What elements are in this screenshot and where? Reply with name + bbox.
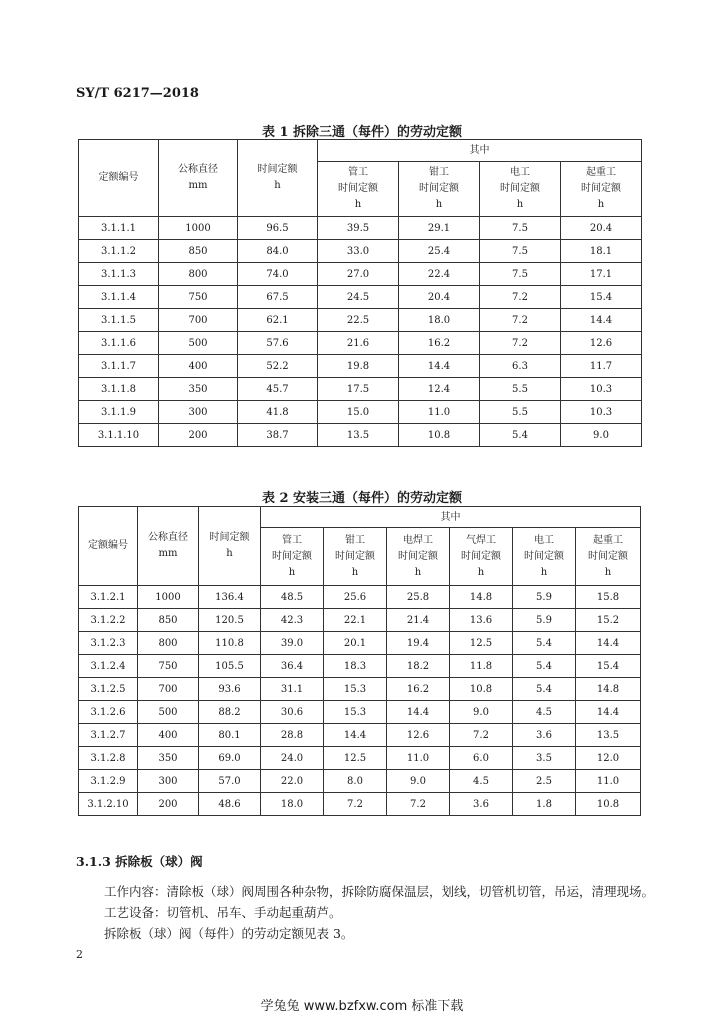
table-cell: 18.3 [324, 655, 387, 678]
table-cell: 400 [138, 724, 199, 747]
table-cell: 7.2 [324, 793, 387, 816]
row-code-cell: 3.1.1.5 [79, 309, 159, 332]
table-cell: 19.8 [318, 355, 399, 378]
table-cell: 45.7 [238, 378, 318, 401]
table-row [79, 401, 642, 424]
table-cell: 18.1 [561, 240, 642, 263]
table-cell: 14.4 [324, 724, 387, 747]
page-number: 2 [76, 948, 83, 961]
table-cell: 10.3 [561, 401, 642, 424]
table-cell: 29.1 [399, 217, 480, 240]
table-cell: 1.8 [513, 793, 576, 816]
table-cell: 5.4 [513, 678, 576, 701]
table-cell: 7.2 [480, 332, 561, 355]
table-cell: 9.0 [450, 701, 513, 724]
table-cell: 10.8 [450, 678, 513, 701]
table-cell: 4.5 [450, 770, 513, 793]
row-code-cell: 3.1.2.2 [79, 609, 138, 632]
table-cell: 57.6 [238, 332, 318, 355]
table-cell: 12.5 [324, 747, 387, 770]
table-cell: 400 [159, 355, 238, 378]
table-cell: 700 [159, 309, 238, 332]
table-cell: 16.2 [399, 332, 480, 355]
table-cell: 84.0 [238, 240, 318, 263]
table-cell: 17.1 [561, 263, 642, 286]
table-cell: 6.3 [480, 355, 561, 378]
table-cell: 16.2 [387, 678, 450, 701]
subheader: 钳工 时间定额 h [399, 162, 480, 217]
table-cell: 28.8 [261, 724, 324, 747]
table1-caption: 表 1 拆除三通（每件）的劳动定额 [261, 125, 463, 140]
table-row [79, 747, 641, 770]
table-cell: 14.4 [561, 309, 642, 332]
row-code-cell: 3.1.1.3 [79, 263, 159, 286]
table-cell: 7.2 [450, 724, 513, 747]
table-row [79, 655, 641, 678]
table-cell: 5.4 [513, 655, 576, 678]
table-cell: 105.5 [199, 655, 261, 678]
row-code-cell: 3.1.1.6 [79, 332, 159, 355]
row-code-cell: 3.1.1.9 [79, 401, 159, 424]
work-content-paragraph: 工作内容：清除板（球）阀周围各种杂物，拆除防腐保温层，划线，切管机切管，吊运，清理现场。 [104, 884, 655, 899]
header-time: 时间定额 h [199, 507, 261, 586]
table-cell: 11.8 [450, 655, 513, 678]
header-diameter: 公称直径 mm [138, 507, 199, 586]
table-cell: 11.0 [387, 747, 450, 770]
table-cell: 21.4 [387, 609, 450, 632]
table-cell: 800 [159, 263, 238, 286]
table-cell: 3.6 [450, 793, 513, 816]
table2-caption: 表 2 安装三通（每件）的劳动定额 [261, 491, 463, 506]
table-cell: 18.0 [261, 793, 324, 816]
table-row [79, 424, 642, 447]
table-cell: 850 [159, 240, 238, 263]
table-cell: 200 [138, 793, 199, 816]
table-cell: 27.0 [318, 263, 399, 286]
table2 [78, 506, 641, 816]
subheader: 起重工 时间定额 h [576, 528, 641, 586]
table-cell: 39.5 [318, 217, 399, 240]
reference-paragraph: 拆除板（球）阀（每件）的劳动定额见表 3。 [104, 926, 354, 941]
row-code-cell: 3.1.2.4 [79, 655, 138, 678]
table-cell: 11.0 [576, 770, 641, 793]
row-code-cell: 3.1.1.7 [79, 355, 159, 378]
table-cell: 7.2 [387, 793, 450, 816]
table-cell: 20.1 [324, 632, 387, 655]
row-code-cell: 3.1.2.6 [79, 701, 138, 724]
table-row [79, 609, 641, 632]
table-cell: 17.5 [318, 378, 399, 401]
table-cell: 67.5 [238, 286, 318, 309]
table-cell: 36.4 [261, 655, 324, 678]
table-cell: 15.3 [324, 701, 387, 724]
table-cell: 12.0 [576, 747, 641, 770]
table-row [79, 286, 642, 309]
table-cell: 24.0 [261, 747, 324, 770]
table-cell: 52.2 [238, 355, 318, 378]
table-cell: 74.0 [238, 263, 318, 286]
table-cell: 350 [159, 378, 238, 401]
table-cell: 14.8 [576, 678, 641, 701]
table-cell: 12.4 [399, 378, 480, 401]
table-cell: 42.3 [261, 609, 324, 632]
subheader: 钳工 时间定额 h [324, 528, 387, 586]
table-cell: 136.4 [199, 586, 261, 609]
table-cell: 13.5 [318, 424, 399, 447]
table-row [79, 355, 642, 378]
header-code: 定额编号 [79, 140, 159, 217]
table-cell: 5.4 [513, 632, 576, 655]
table-cell: 30.6 [261, 701, 324, 724]
table-cell: 6.0 [450, 747, 513, 770]
table-cell: 57.0 [199, 770, 261, 793]
table-cell: 80.1 [199, 724, 261, 747]
table-cell: 120.5 [199, 609, 261, 632]
table-cell: 38.7 [238, 424, 318, 447]
table-cell: 20.4 [399, 286, 480, 309]
table-cell: 800 [138, 632, 199, 655]
table-cell: 9.0 [561, 424, 642, 447]
table-row [79, 770, 641, 793]
table-cell: 22.4 [399, 263, 480, 286]
table-cell: 300 [159, 401, 238, 424]
standard-number: SY/T 6217—2018 [76, 86, 199, 101]
table-cell: 3.6 [513, 724, 576, 747]
table-cell: 2.5 [513, 770, 576, 793]
table-cell: 14.4 [387, 701, 450, 724]
row-code-cell: 3.1.2.3 [79, 632, 138, 655]
table-row [79, 724, 641, 747]
table-cell: 15.8 [576, 586, 641, 609]
row-code-cell: 3.1.1.8 [79, 378, 159, 401]
table-cell: 11.7 [561, 355, 642, 378]
row-code-cell: 3.1.2.5 [79, 678, 138, 701]
subheader: 电工 时间定额 h [480, 162, 561, 217]
table-cell: 69.0 [199, 747, 261, 770]
table-cell: 14.8 [450, 586, 513, 609]
table-cell: 33.0 [318, 240, 399, 263]
table-cell: 22.1 [324, 609, 387, 632]
footer-watermark: 学兔兔 www.bzfxw.com 标准下载 [260, 999, 464, 1014]
table-cell: 500 [138, 701, 199, 724]
table-cell: 5.5 [480, 401, 561, 424]
row-code-cell: 3.1.2.1 [79, 586, 138, 609]
table-cell: 7.2 [480, 286, 561, 309]
table-row [79, 217, 642, 240]
table-cell: 15.2 [576, 609, 641, 632]
table-cell: 110.8 [199, 632, 261, 655]
table-cell: 25.6 [324, 586, 387, 609]
table-cell: 5.9 [513, 609, 576, 632]
row-code-cell: 3.1.1.1 [79, 217, 159, 240]
table-cell: 14.4 [399, 355, 480, 378]
table-cell: 350 [138, 747, 199, 770]
table-cell: 15.4 [561, 286, 642, 309]
table-cell: 22.0 [261, 770, 324, 793]
header-diameter: 公称直径 mm [159, 140, 238, 217]
table-row [79, 263, 642, 286]
table-cell: 300 [138, 770, 199, 793]
table-cell: 62.1 [238, 309, 318, 332]
row-code-cell: 3.1.2.9 [79, 770, 138, 793]
table-cell: 700 [138, 678, 199, 701]
table-cell: 850 [138, 609, 199, 632]
table-cell: 48.6 [199, 793, 261, 816]
table-cell: 12.5 [450, 632, 513, 655]
table-cell: 750 [159, 286, 238, 309]
table-cell: 18.0 [399, 309, 480, 332]
table-cell: 11.0 [399, 401, 480, 424]
header-group: 其中 [318, 140, 642, 162]
table-cell: 39.0 [261, 632, 324, 655]
table-cell: 7.2 [480, 309, 561, 332]
table-cell: 1000 [159, 217, 238, 240]
subheader: 气焊工 时间定额 h [450, 528, 513, 586]
table-cell: 41.8 [238, 401, 318, 424]
table-row [79, 240, 642, 263]
table-cell: 14.4 [576, 701, 641, 724]
table-cell: 200 [159, 424, 238, 447]
table-cell: 93.6 [199, 678, 261, 701]
table-cell: 5.9 [513, 586, 576, 609]
header-code: 定额编号 [79, 507, 138, 586]
table-cell: 24.5 [318, 286, 399, 309]
header-group: 其中 [261, 507, 641, 528]
subheader: 管工 时间定额 h [318, 162, 399, 217]
table-row [79, 678, 641, 701]
section-heading: 3.1.3 拆除板（球）阀 [76, 854, 203, 869]
table-cell: 15.4 [576, 655, 641, 678]
table-cell: 12.6 [561, 332, 642, 355]
table-cell: 21.6 [318, 332, 399, 355]
table-cell: 48.5 [261, 586, 324, 609]
table-cell: 1000 [138, 586, 199, 609]
table-cell: 25.4 [399, 240, 480, 263]
table-cell: 10.3 [561, 378, 642, 401]
table-cell: 13.5 [576, 724, 641, 747]
table-row [79, 701, 641, 724]
table-cell: 3.5 [513, 747, 576, 770]
table-cell: 15.0 [318, 401, 399, 424]
row-code-cell: 3.1.1.10 [79, 424, 159, 447]
header-time: 时间定额 h [238, 140, 318, 217]
table1 [78, 139, 642, 447]
table-cell: 500 [159, 332, 238, 355]
row-code-cell: 3.1.1.2 [79, 240, 159, 263]
table-cell: 5.5 [480, 378, 561, 401]
table-cell: 25.8 [387, 586, 450, 609]
table-row [79, 309, 642, 332]
table-cell: 20.4 [561, 217, 642, 240]
subheader: 管工 时间定额 h [261, 528, 324, 586]
table-cell: 7.5 [480, 217, 561, 240]
row-code-cell: 3.1.2.8 [79, 747, 138, 770]
table-row [79, 793, 641, 816]
table-cell: 31.1 [261, 678, 324, 701]
table-cell: 19.4 [387, 632, 450, 655]
table-cell: 10.8 [576, 793, 641, 816]
table-cell: 8.0 [324, 770, 387, 793]
row-code-cell: 3.1.1.4 [79, 286, 159, 309]
row-code-cell: 3.1.2.10 [79, 793, 138, 816]
table-cell: 14.4 [576, 632, 641, 655]
table-cell: 22.5 [318, 309, 399, 332]
table-row [79, 586, 641, 609]
table-cell: 7.5 [480, 240, 561, 263]
table-cell: 13.6 [450, 609, 513, 632]
table-cell: 7.5 [480, 263, 561, 286]
table-cell: 750 [138, 655, 199, 678]
table-cell: 4.5 [513, 701, 576, 724]
equipment-paragraph: 工艺设备：切管机、吊车、手动起重葫芦。 [104, 905, 342, 920]
table-cell: 15.3 [324, 678, 387, 701]
table-cell: 18.2 [387, 655, 450, 678]
table-cell: 88.2 [199, 701, 261, 724]
subheader: 起重工 时间定额 h [561, 162, 642, 217]
table-row [79, 378, 642, 401]
table-cell: 96.5 [238, 217, 318, 240]
row-code-cell: 3.1.2.7 [79, 724, 138, 747]
subheader: 电工 时间定额 h [513, 528, 576, 586]
table-row [79, 632, 641, 655]
table-cell: 10.8 [399, 424, 480, 447]
table-row [79, 332, 642, 355]
subheader: 电焊工 时间定额 h [387, 528, 450, 586]
table-cell: 9.0 [387, 770, 450, 793]
table-cell: 5.4 [480, 424, 561, 447]
table-cell: 12.6 [387, 724, 450, 747]
